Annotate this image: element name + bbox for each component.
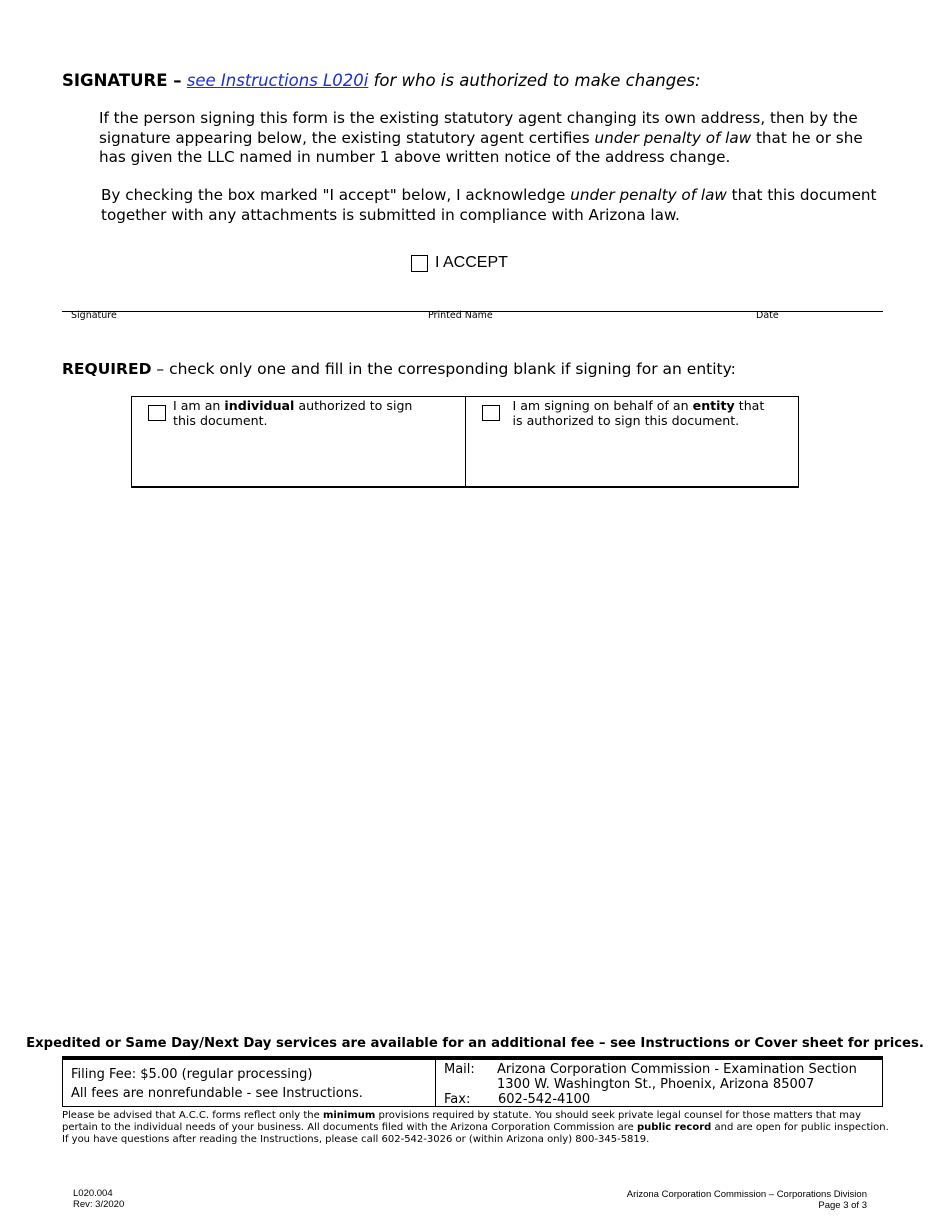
printed-name-label: Printed Name — [428, 310, 493, 321]
fax-label: Fax: — [444, 1092, 471, 1107]
filing-fee: Filing Fee: $5.00 (regular processing) — [71, 1067, 313, 1082]
revision: Rev: 3/2020 — [73, 1199, 125, 1210]
signature-heading-bold: SIGNATURE – — [62, 71, 182, 90]
signature-heading — [62, 71, 701, 90]
accept-label: I ACCEPT — [435, 254, 508, 271]
entity-checkbox[interactable] — [482, 405, 500, 421]
individual-option[interactable]: I am an individual authorized to sign this document. — [132, 397, 465, 486]
date-label: Date — [756, 310, 779, 321]
fee-info — [63, 1060, 435, 1106]
mail-line2: 1300 W. Washington St., Phoenix, Arizona 85007 — [497, 1077, 815, 1092]
accept-checkbox[interactable] — [411, 255, 428, 272]
contact-info — [435, 1060, 882, 1106]
instructions-link[interactable]: see Instructions L020i — [186, 71, 369, 90]
required-heading: REQUIRED – check only one and fill in the corresponding blank if signing for an entity: — [62, 360, 736, 378]
page-number: Page 3 of 3 — [818, 1200, 867, 1211]
agency-name: Arizona Corporation Commission – Corporations Division — [626, 1189, 867, 1200]
mail-label: Mail: — [444, 1062, 475, 1077]
signature-heading-rest: for who is authorized to make changes: — [373, 71, 701, 90]
expedited-note: Expedited or Same Day/Next Day services are available for an additional fee – see Instructions or Cover sheet for prices. — [26, 1036, 924, 1051]
form-code: L020.004 — [73, 1188, 113, 1199]
signer-type-options — [131, 396, 799, 488]
help-contact: If you have questions after reading the Instructions, please call 602-542-3026 or (within Arizona only) 800-345-5819. — [62, 1134, 650, 1145]
entity-option[interactable]: I am signing on behalf of an entity that is authorized to sign this document. — [465, 397, 799, 486]
agency-footer — [560, 1189, 867, 1211]
signature-label: Signature — [71, 310, 117, 321]
mail-line1: Arizona Corporation Commission - Examination Section — [497, 1062, 857, 1077]
individual-checkbox[interactable] — [148, 405, 166, 421]
nonrefundable-note: All fees are nonrefundable - see Instructions. — [71, 1086, 363, 1101]
acknowledgement-paragraph: By checking the box marked "I accept" below, I acknowledge under penalty of law that this document together with any attachments is submitted in compliance with Arizona law. — [101, 186, 877, 224]
accept-checkbox-row[interactable] — [411, 254, 508, 272]
fax-number: 602-542-4100 — [498, 1092, 591, 1107]
disclaimer: Please be advised that A.C.C. forms reflect only the minimum provisions required by statute. You should seek private legal counsel for those matters that may pertain to the individual needs of your business. All documents filed with the Arizona Corporation Commission are public record and are open for public inspection. If you have questions after reading the Instructions, please call 602-542-3026 or (within Arizona only) 800-345-5819. — [62, 1110, 889, 1145]
agent-certification-paragraph: If the person signing this form is the existing statutory agent changing its own address, then by the signature appearing below, the existing statutory agent certifies under penalty of law that he or she has given the LLC named in number 1 above written notice of the address change. — [99, 109, 863, 166]
fee-table — [62, 1056, 883, 1107]
form-id — [73, 1188, 124, 1210]
